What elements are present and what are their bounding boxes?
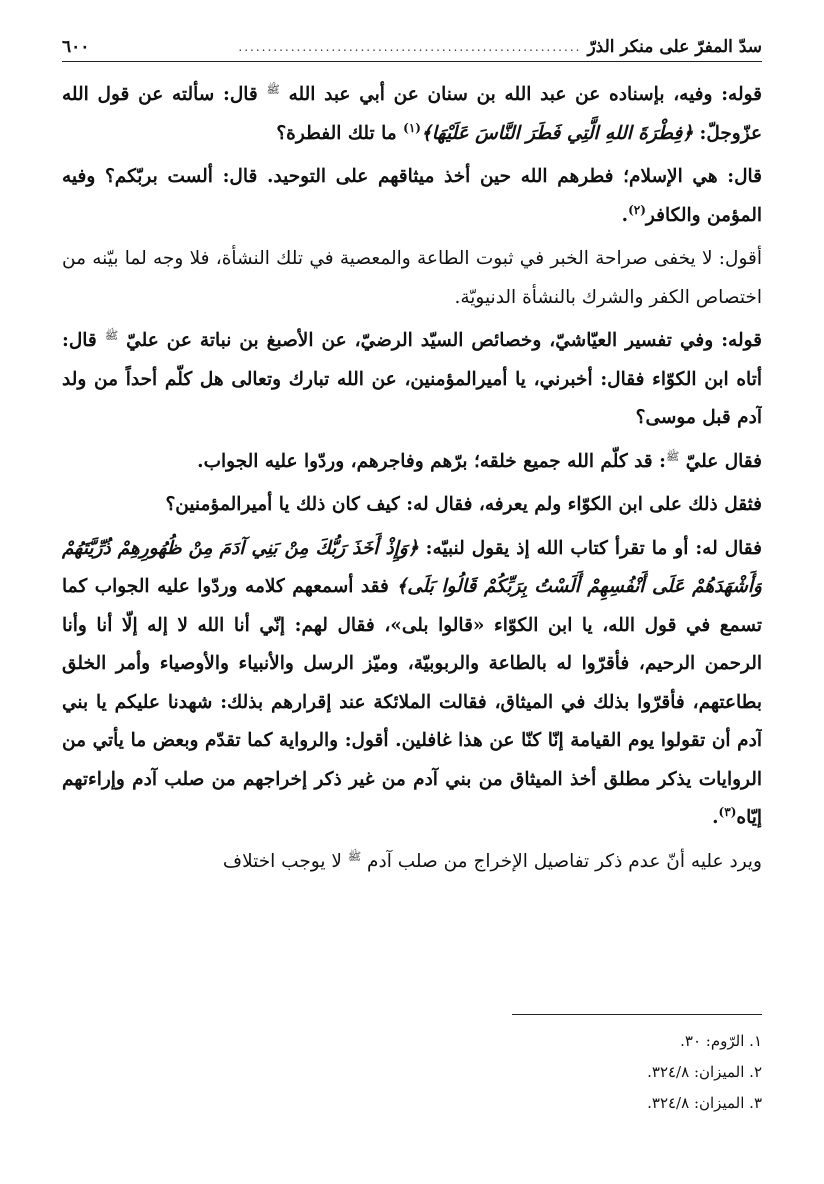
- p7-text-b: فقد أسمعهم كلامه وردّوا عليه الجواب كما تسمع في قول الله، يا ابن الكوّاء «قالوا بلى»، فقال لهم: إنّي أنا الله لا إله إلّا أنا وأنا الرحمن الرحيم، فأقرّوا له بالطاعة والربوبيّة، وميّز الرسل والأنبياء والأوصياء وأمر الخلق بطاعتهم، فأقرّوا بذلك في الميثاق، فقالت الملائكة عند إقرارهم بذلك: شهدنا عليكم يا بني آدم أن تقولوا يوم القيامة إنّا كنّا عن هذا غافلين. أقول: والرواية كما تقدّم وبعض ما يأتي من الروايات يذكر مطلق أخذ الميثاق من بني آدم من غير ذكر إخراجهم من صلب آدم وإراءتهم إيّاه: [62, 576, 762, 828]
- page-number: ٦٠٠: [62, 37, 90, 57]
- footnote-2: ٢. الميزان: ٣٢٤/٨.: [647, 1063, 762, 1081]
- salawat-symbol: ﷺ: [347, 849, 362, 863]
- salawat-symbol: ﷺ: [665, 449, 680, 463]
- running-header: [62, 28, 762, 62]
- p1-text-b: قال: سألته عن قول الله عزّوجلّ:: [62, 84, 762, 144]
- footnote-ref-1: (١): [403, 120, 421, 135]
- p4-text-b: قال: أتاه ابن الكوّاء فقال: أخبرني، يا أميرالمؤمنين، عن الله تبارك وتعالى هل كلّم أحداً من ولد آدم قبل موسى؟: [62, 330, 762, 428]
- paragraph-1: [62, 76, 762, 153]
- paragraph-6: [62, 486, 762, 525]
- p8-text-b: لا يوجب اختلاف: [222, 850, 342, 872]
- paragraph-7: [62, 530, 762, 838]
- footnote-3: ٣. الميزان: ٣٢٤/٨.: [647, 1094, 762, 1112]
- footnote-1: ١. الرّوم: ٣٠.: [680, 1032, 762, 1050]
- quran-verse-2: ﴿وَإِذْ أَخَذَ رَبُّكَ مِنْ بَنِي آدَمَ مِنْ ظُهُورِهِمْ ذُرِّيَّتَهُمْ وَأَشْهَدَهُمْ عَلَى أَنْفُسِهِمْ أَلَسْتُ بِرَبِّكُمْ قَالُوا بَلَى﴾: [62, 537, 762, 597]
- paragraph-3: [62, 240, 762, 317]
- paragraph-5: [62, 443, 762, 482]
- footnote-divider: [512, 1014, 762, 1015]
- paragraph-8: [62, 843, 762, 882]
- p7-text-a: فقال له: أو ما تقرأ كتاب الله إذ يقول لنبيّه:: [425, 537, 762, 559]
- p2-text-a: قال: هي الإسلام؛ فطرهم الله حين أخذ ميثاقهم على التوحيد. قال: ألست بربّكم؟ وفيه المؤمن والكافر: [62, 166, 762, 226]
- p1-text-a: قوله: وفيه، بإسناده عن عبد الله بن سنان عن أبي عبد الله: [288, 84, 762, 105]
- footnote-ref-2: (٢): [628, 202, 646, 217]
- salawat-symbol: ﷺ: [266, 82, 280, 96]
- salawat-symbol: ﷺ: [104, 328, 119, 342]
- p1-text-c: ما تلك الفطرة؟: [276, 122, 397, 144]
- p2-text-b: .: [621, 204, 629, 226]
- p5-text-a: فقال عليّ: [685, 450, 762, 472]
- paragraph-4: [62, 322, 762, 438]
- book-title: سدّ المفرّ على منكر الذرّ: [587, 37, 762, 57]
- p3-text: أقول: لا يخفى صراحة الخبر في ثبوت الطاعة والمعصية في تلك النشأة، فلا وجه لما بيّنه من اختصاص الكفر والشرك بالنشأة الدنيويّة.: [62, 248, 762, 308]
- footnote-ref-3: (٣): [718, 804, 737, 819]
- header-dot-leader: ...........................................................: [238, 40, 582, 54]
- paragraph-2: [62, 158, 762, 235]
- quran-verse-1: ﴿فِطْرَةَ اللهِ الَّتِي فَطَرَ النَّاسَ عَلَيْهَا﴾: [420, 122, 694, 144]
- footnotes: [162, 1026, 762, 1119]
- p7-text-c: .: [712, 807, 719, 828]
- p5-text-b: : قد كلّم الله جميع خلقه؛ برّهم وفاجرهم، وردّوا عليه الجواب.: [197, 450, 666, 472]
- p4-text-a: قوله: وفي تفسير العيّاشيّ، وخصائص السيّد الرضيّ، عن الأصبغ بن نباتة عن عليّ: [126, 330, 762, 351]
- p8-text-a: ويرد عليه أنّ عدم ذكر تفاصيل الإخراج من صلب آدم: [367, 850, 762, 872]
- p6-text: فثقل ذلك على ابن الكوّاء ولم يعرفه، فقال له: كيف كان ذلك يا أميرالمؤمنين؟: [165, 494, 762, 515]
- main-text: [62, 76, 762, 986]
